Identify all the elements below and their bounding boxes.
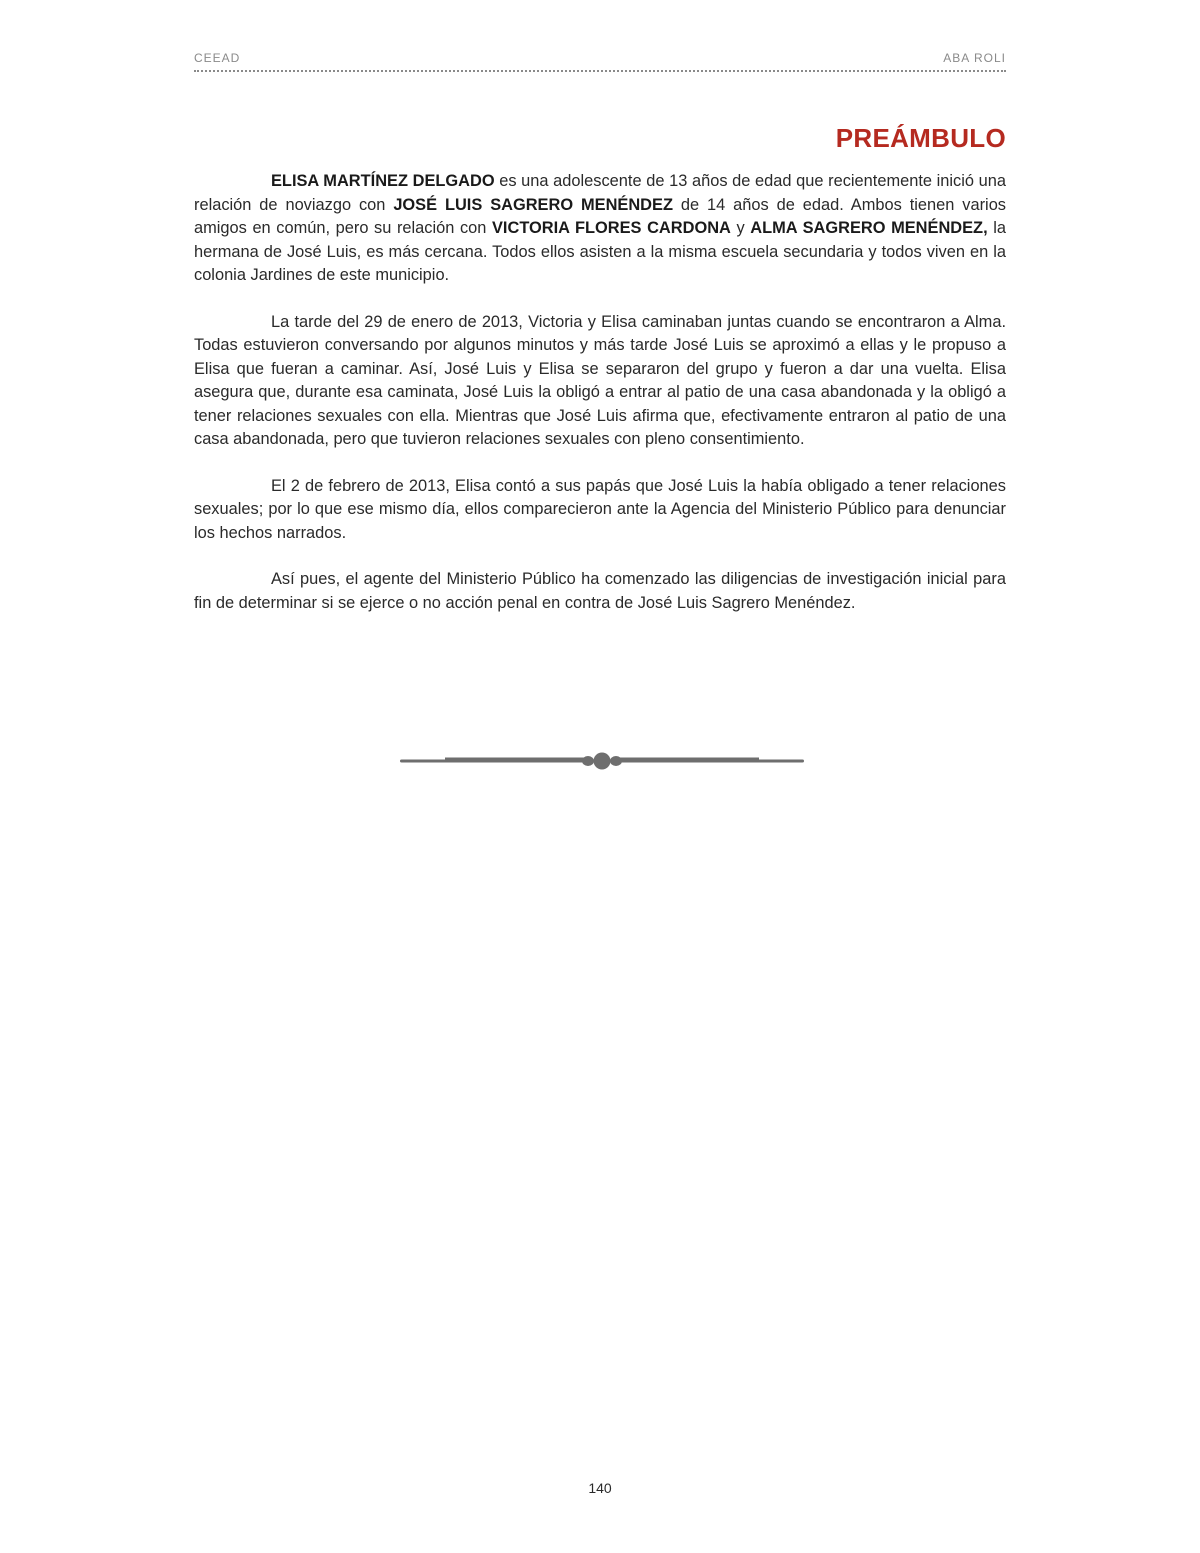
text-run: y <box>730 219 751 237</box>
text-run: El 2 de febrero de 2013, Elisa contó a sus papás que José Luis la había obligado a tener relaciones sexuales; por lo que ese mismo día, ellos comparecieron ante la Agencia del Ministerio Público para denunciar los hechos narrados. <box>194 476 1006 542</box>
ornament-line-right-outer <box>614 760 804 763</box>
text-run: es una adolescente de 13 años de edad que recientemente inició una relación de noviazgo con <box>194 172 1006 214</box>
section-title: PREÁMBULO <box>835 123 1006 153</box>
header-right-text: ABA ROLI <box>943 51 1006 65</box>
bold-name: VICTORIA FLORES CARDONA <box>492 219 731 237</box>
paragraph-3 <box>194 475 1006 546</box>
text-run: Así pues, el agente del Ministerio Público ha comenzado las diligencias de investigación inicial para fin de determinar si se ejerce o no acción penal en contra de José Luis Sagrero Menéndez. <box>194 570 1006 612</box>
ornament-bead-right <box>610 756 622 766</box>
ornament-center-bead <box>594 753 611 770</box>
ornament-line-left-outer <box>400 760 590 763</box>
bold-name: JOSÉ LUIS SAGRERO MENÉNDEZ <box>393 195 673 214</box>
page-header <box>194 50 1006 72</box>
header-left-text: CEEAD <box>194 51 241 65</box>
paragraph-2 <box>194 311 1006 452</box>
paragraph-4 <box>194 568 1006 615</box>
text-run: La tarde del 29 de enero de 2013, Victoria y Elisa caminaban juntas cuando se encontraron a Alma. Todas estuvieron conversando por algunos minutos y más tarde José Luis se aproximó a ellas y le propuso a Elisa que fueran a caminar. Así, José Luis y Elisa se separaron del grupo y fueron a dar una vuelta. Elisa asegura que, durante esa caminata, José Luis la obligó a entrar al patio de una casa abandonada y la obligó a tener relaciones sexuales con ella. Mientras que José Luis afirma que, efectivamente entraron al patio de una casa abandonada, pero que tuvieron relaciones sexuales con pleno consentimiento. <box>194 312 1006 448</box>
ornament-bead-left <box>582 756 594 766</box>
text-run: la hermana de José Luis, es más cercana. Todos ellos asisten a la misma escuela secundaria y todos viven en la colonia Jardines de este municipio. <box>194 219 1006 284</box>
page-number: 140 <box>588 1480 612 1496</box>
bold-name: ALMA SAGRERO MENÉNDEZ, <box>750 219 988 237</box>
ornament-line-right-inner <box>619 758 759 760</box>
ornament-divider <box>400 748 804 774</box>
ornament-line-left-inner <box>445 758 585 760</box>
body-text <box>194 170 1006 638</box>
paragraph-1 <box>194 170 1006 288</box>
text-run: de 14 años de edad. Ambos tienen varios amigos en común, pero su relación con <box>194 195 1006 237</box>
bold-name: ELISA MARTÍNEZ DELGADO <box>271 172 495 190</box>
